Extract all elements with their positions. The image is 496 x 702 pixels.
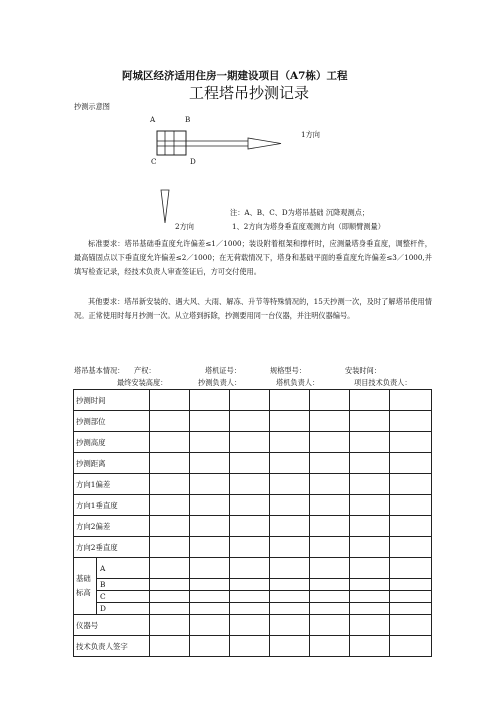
table-row <box>74 636 432 657</box>
row-label: 抄测距离 <box>74 453 150 474</box>
entry-cell[interactable] <box>310 411 350 432</box>
row-label: 方向1偏差 <box>74 474 150 495</box>
entry-cell[interactable] <box>350 579 390 591</box>
entry-cell[interactable] <box>230 432 270 453</box>
table-row <box>74 474 432 495</box>
row-label: 抄测时间 <box>74 390 150 411</box>
entry-cell[interactable] <box>230 474 270 495</box>
entry-cell[interactable] <box>190 390 230 411</box>
foundation-outline <box>157 131 186 155</box>
table-row <box>74 390 432 411</box>
entry-cell[interactable] <box>270 516 310 537</box>
entry-cell[interactable] <box>150 474 190 495</box>
entry-cell[interactable] <box>150 432 190 453</box>
direction1-label: 1方向 <box>301 130 320 139</box>
entry-cell[interactable] <box>150 558 190 579</box>
entry-cell[interactable] <box>390 537 432 558</box>
entry-cell[interactable] <box>310 591 350 603</box>
row-label: 方向2垂直度 <box>74 537 150 558</box>
entry-cell[interactable] <box>270 537 310 558</box>
entry-cell[interactable] <box>190 516 230 537</box>
entry-cell[interactable] <box>350 516 390 537</box>
row-label: 仪器号 <box>74 615 150 636</box>
entry-cell[interactable] <box>350 432 390 453</box>
entry-cell[interactable] <box>310 474 350 495</box>
entry-cell[interactable] <box>350 474 390 495</box>
entry-cell[interactable] <box>350 453 390 474</box>
entry-cell[interactable] <box>270 411 310 432</box>
foundation-point-label: A <box>97 558 150 579</box>
table-row <box>74 411 432 432</box>
point-d-label: D <box>190 157 196 166</box>
entry-cell[interactable] <box>270 495 310 516</box>
entry-cell[interactable] <box>230 579 270 591</box>
entry-cell[interactable] <box>350 615 390 636</box>
foundation-point-label: B <box>97 579 150 591</box>
entry-cell[interactable] <box>390 558 432 579</box>
entry-cell[interactable] <box>230 453 270 474</box>
diagram-note-points: 注：A、B、C、D为塔吊基础 沉降观测点； <box>230 208 370 217</box>
row-label: 抄测部位 <box>74 411 150 432</box>
row-label: 方向1垂直度 <box>74 495 150 516</box>
entry-cell[interactable] <box>270 591 310 603</box>
entry-cell[interactable] <box>190 411 230 432</box>
entry-cell[interactable] <box>310 495 350 516</box>
entry-cell[interactable] <box>190 558 230 579</box>
entry-cell[interactable] <box>270 603 310 615</box>
other-requirements <box>74 295 432 323</box>
entry-cell[interactable] <box>150 603 190 615</box>
entry-cell[interactable] <box>270 636 310 657</box>
entry-cell[interactable] <box>150 636 190 657</box>
entry-cell[interactable] <box>270 390 310 411</box>
entry-cell[interactable] <box>390 432 432 453</box>
entry-cell[interactable] <box>390 615 432 636</box>
entry-cell[interactable] <box>230 603 270 615</box>
point-c-label: C <box>151 157 157 166</box>
entry-cell[interactable] <box>230 615 270 636</box>
diagram-note-directions: 1、2方向为塔身垂直度观测方向（即顺臂测量） <box>232 222 385 231</box>
entry-cell[interactable] <box>310 615 350 636</box>
field-model: 规格型号： <box>270 366 306 375</box>
entry-cell[interactable] <box>390 636 432 657</box>
entry-cell[interactable] <box>350 390 390 411</box>
entry-cell[interactable] <box>190 615 230 636</box>
foundation-point-label: C <box>97 591 150 603</box>
foundation-elevation-label: 基础标高 <box>74 558 97 615</box>
table-row <box>74 453 432 474</box>
entry-cell[interactable] <box>310 603 350 615</box>
entry-cell[interactable] <box>270 558 310 579</box>
field-survey-lead: 抄测负责人： <box>198 378 242 387</box>
diagram-caption: 抄测示意图 <box>74 102 110 111</box>
table-row <box>74 615 432 636</box>
entry-cell[interactable] <box>150 453 190 474</box>
entry-cell[interactable] <box>190 453 230 474</box>
field-install-time: 安装时间： <box>345 366 381 375</box>
entry-cell[interactable] <box>230 558 270 579</box>
direction2-arrow-icon <box>161 190 169 223</box>
entry-cell[interactable] <box>390 411 432 432</box>
entry-cell[interactable] <box>310 453 350 474</box>
entry-cell[interactable] <box>150 591 190 603</box>
entry-cell[interactable] <box>310 537 350 558</box>
entry-cell[interactable] <box>190 432 230 453</box>
table-row <box>74 432 432 453</box>
basic-info-lead: 塔吊基本情况： <box>74 366 125 375</box>
entry-cell[interactable] <box>190 579 230 591</box>
survey-record-table <box>73 389 432 657</box>
table-row <box>74 516 432 537</box>
entry-cell[interactable] <box>150 495 190 516</box>
table-row <box>74 579 432 591</box>
point-b-label: B <box>185 115 191 124</box>
entry-cell[interactable] <box>190 537 230 558</box>
entry-cell[interactable] <box>190 591 230 603</box>
entry-cell[interactable] <box>310 390 350 411</box>
point-a-label: A <box>150 115 156 124</box>
entry-cell[interactable] <box>150 579 190 591</box>
entry-cell[interactable] <box>350 591 390 603</box>
entry-cell[interactable] <box>390 495 432 516</box>
entry-cell[interactable] <box>390 453 432 474</box>
entry-cell[interactable] <box>310 579 350 591</box>
entry-cell[interactable] <box>190 495 230 516</box>
direction1-arrow-icon <box>248 138 281 149</box>
field-certificate-no: 塔机证号： <box>205 366 241 375</box>
document-title: 工程塔吊抄测记录 <box>189 84 310 102</box>
entry-cell[interactable] <box>310 558 350 579</box>
entry-cell[interactable] <box>190 603 230 615</box>
entry-cell[interactable] <box>190 474 230 495</box>
entry-cell[interactable] <box>230 591 270 603</box>
table-row <box>74 603 432 615</box>
entry-cell[interactable] <box>230 516 270 537</box>
entry-cell[interactable] <box>230 411 270 432</box>
field-crane-lead: 塔机负责人： <box>276 378 320 387</box>
entry-cell[interactable] <box>310 432 350 453</box>
row-label: 方向2偏差 <box>74 516 150 537</box>
entry-cell[interactable] <box>150 516 190 537</box>
entry-cell[interactable] <box>390 474 432 495</box>
entry-cell[interactable] <box>350 558 390 579</box>
entry-cell[interactable] <box>150 390 190 411</box>
entry-cell[interactable] <box>270 432 310 453</box>
entry-cell[interactable] <box>270 474 310 495</box>
entry-cell[interactable] <box>390 390 432 411</box>
row-label: 抄测高度 <box>74 432 150 453</box>
entry-cell[interactable] <box>390 579 432 591</box>
table-row <box>74 591 432 603</box>
entry-cell[interactable] <box>350 603 390 615</box>
table-row <box>74 558 432 579</box>
entry-cell[interactable] <box>230 390 270 411</box>
entry-cell[interactable] <box>230 495 270 516</box>
entry-cell[interactable] <box>270 615 310 636</box>
entry-cell[interactable] <box>150 537 190 558</box>
field-tech-lead: 项目技术负责人： <box>354 378 412 387</box>
entry-cell[interactable] <box>390 603 432 615</box>
standard-requirements <box>74 237 432 278</box>
other-requirements-text: 其他要求：塔吊新安装的、遇大风、大雨、解冻、升节等特殊情况的，15天抄测一次，及时了解塔吊使用情况。正常使用时每月抄测一次。从立塔到拆除，抄测要用同一台仪器，并注明仪器编号。 <box>74 297 432 320</box>
project-title: 阿城区经济适用住房一期建设项目（A7栋）工程 <box>122 70 348 82</box>
standard-requirements-text: 标准要求：塔吊基础垂直度允许偏差≤1／1000；装设附着框架和撑杆时，应测量塔身垂直度，调整杆件，最高锚固点以下垂直度允许偏差≤2／1000；在无荷载情况下，塔身和基础平面的垂直度允许偏差≤3／1000,并填写检查记录，经技术负责人审查签证后，方可交付使用。 <box>74 239 432 276</box>
field-ownership: 产权： <box>134 366 156 375</box>
entry-cell[interactable] <box>310 516 350 537</box>
entry-cell[interactable] <box>230 537 270 558</box>
entry-cell[interactable] <box>190 636 230 657</box>
entry-cell[interactable] <box>270 579 310 591</box>
entry-cell[interactable] <box>350 537 390 558</box>
entry-cell[interactable] <box>230 636 270 657</box>
entry-cell[interactable] <box>150 615 190 636</box>
table-row <box>74 495 432 516</box>
foundation-point-label: D <box>97 603 150 615</box>
entry-cell[interactable] <box>350 495 390 516</box>
entry-cell[interactable] <box>350 636 390 657</box>
entry-cell[interactable] <box>150 411 190 432</box>
entry-cell[interactable] <box>390 516 432 537</box>
direction2-label: 2方向 <box>175 222 194 231</box>
entry-cell[interactable] <box>310 636 350 657</box>
field-final-height: 最终安装高度： <box>117 378 168 387</box>
entry-cell[interactable] <box>390 591 432 603</box>
entry-cell[interactable] <box>270 453 310 474</box>
entry-cell[interactable] <box>350 411 390 432</box>
row-label: 技术负责人签字 <box>74 636 150 657</box>
table-row <box>74 537 432 558</box>
